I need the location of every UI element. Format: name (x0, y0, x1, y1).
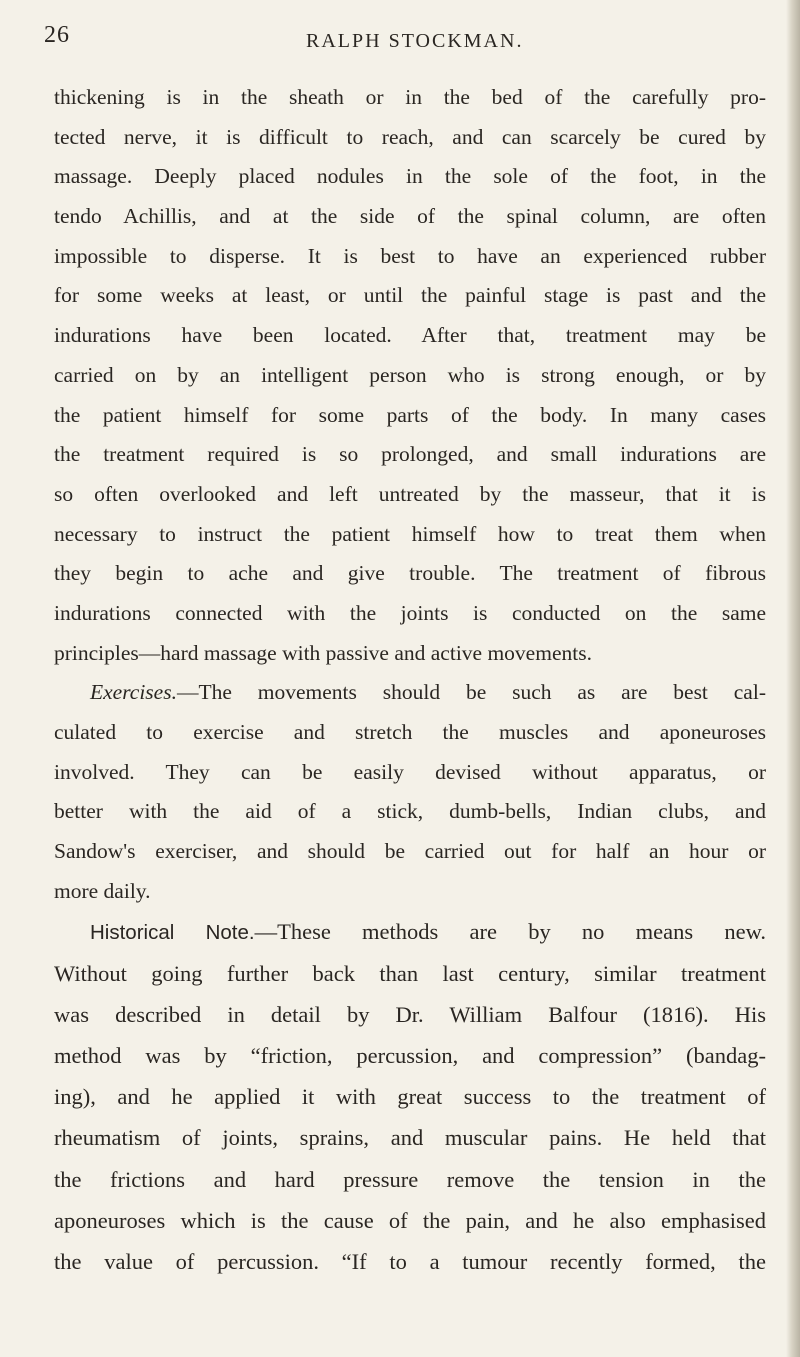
text-line: carried on by an intelligent person who is strong enough, or by (54, 362, 766, 387)
historical-note-first-line (54, 911, 766, 952)
text-line: indurations connected with the joints is conducted on the same (54, 600, 766, 625)
historical-note-first-line-text: —These methods are by no means new. (254, 919, 766, 945)
text-line: indurations have been located. After that, treatment may be (54, 323, 766, 348)
text-line: necessary to instruct the patient himself how to treat them when (54, 521, 766, 546)
text-line: the frictions and hard pressure remove the tension in the (54, 1166, 766, 1192)
text-line: thickening is in the sheath or in the bed of the carefully pro- (54, 85, 766, 109)
text-line: more daily. (54, 878, 151, 903)
body-text (54, 78, 766, 1282)
text-line: culated to exercise and stretch the muscles and aponeuroses (54, 720, 766, 744)
page-header (44, 22, 744, 62)
text-line: the value of percussion. “If to a tumour recently formed, the (54, 1248, 766, 1274)
text-line: ing), and he applied it with great success to the treatment of (54, 1084, 766, 1110)
text-line: rheumatism of joints, sprains, and muscular pains. He held that (54, 1125, 766, 1151)
historical-note-heading: Historical Note. (90, 921, 255, 945)
text-line: principles—hard massage with passive and active movements. (54, 640, 592, 665)
text-line: better with the aid of a stick, dumb-bells, Indian clubs, and (54, 799, 766, 824)
text-line: the treatment required is so prolonged, and small indurations are (54, 442, 766, 467)
text-line: so often overlooked and left untreated by the masseur, that it is (54, 481, 766, 506)
text-line: Sandow's exerciser, and should be carried out for half an hour or (54, 839, 766, 864)
exercises-first-line (54, 673, 766, 713)
text-line: the patient himself for some parts of the body. In many cases (54, 402, 766, 427)
text-line: for some weeks at least, or until the painful stage is past and the (54, 283, 766, 308)
text-line: Without going further back than last century, similar treatment (54, 960, 766, 986)
text-line: involved. They can be easily devised without apparatus, or (54, 759, 766, 784)
text-line: method was by “friction, percussion, and compression” (bandag- (54, 1043, 766, 1068)
text-line: aponeuroses which is the cause of the pain, and he also emphasised (54, 1207, 766, 1233)
text-line: tected nerve, it is difficult to reach, and can scarcely be cured by (54, 124, 766, 149)
text-line: tendo Achillis, and at the side of the spinal column, are often (54, 204, 766, 229)
running-head: RALPH STOCKMAN. (306, 30, 524, 52)
text-line: massage. Deeply placed nodules in the sole of the foot, in the (54, 164, 766, 189)
text-line: was described in detail by Dr. William Balfour (1816). His (54, 1001, 766, 1027)
page-number: 26 (44, 22, 70, 48)
text-line: impossible to disperse. It is best to have an experienced rubber (54, 243, 766, 268)
exercises-heading: Exercises. (90, 680, 177, 705)
exercises-first-line-text: —The movements should be such as are best cal- (176, 680, 766, 705)
page-edge (786, 0, 800, 1357)
text-line: they begin to ache and give trouble. The treatment of fibrous (54, 561, 766, 586)
